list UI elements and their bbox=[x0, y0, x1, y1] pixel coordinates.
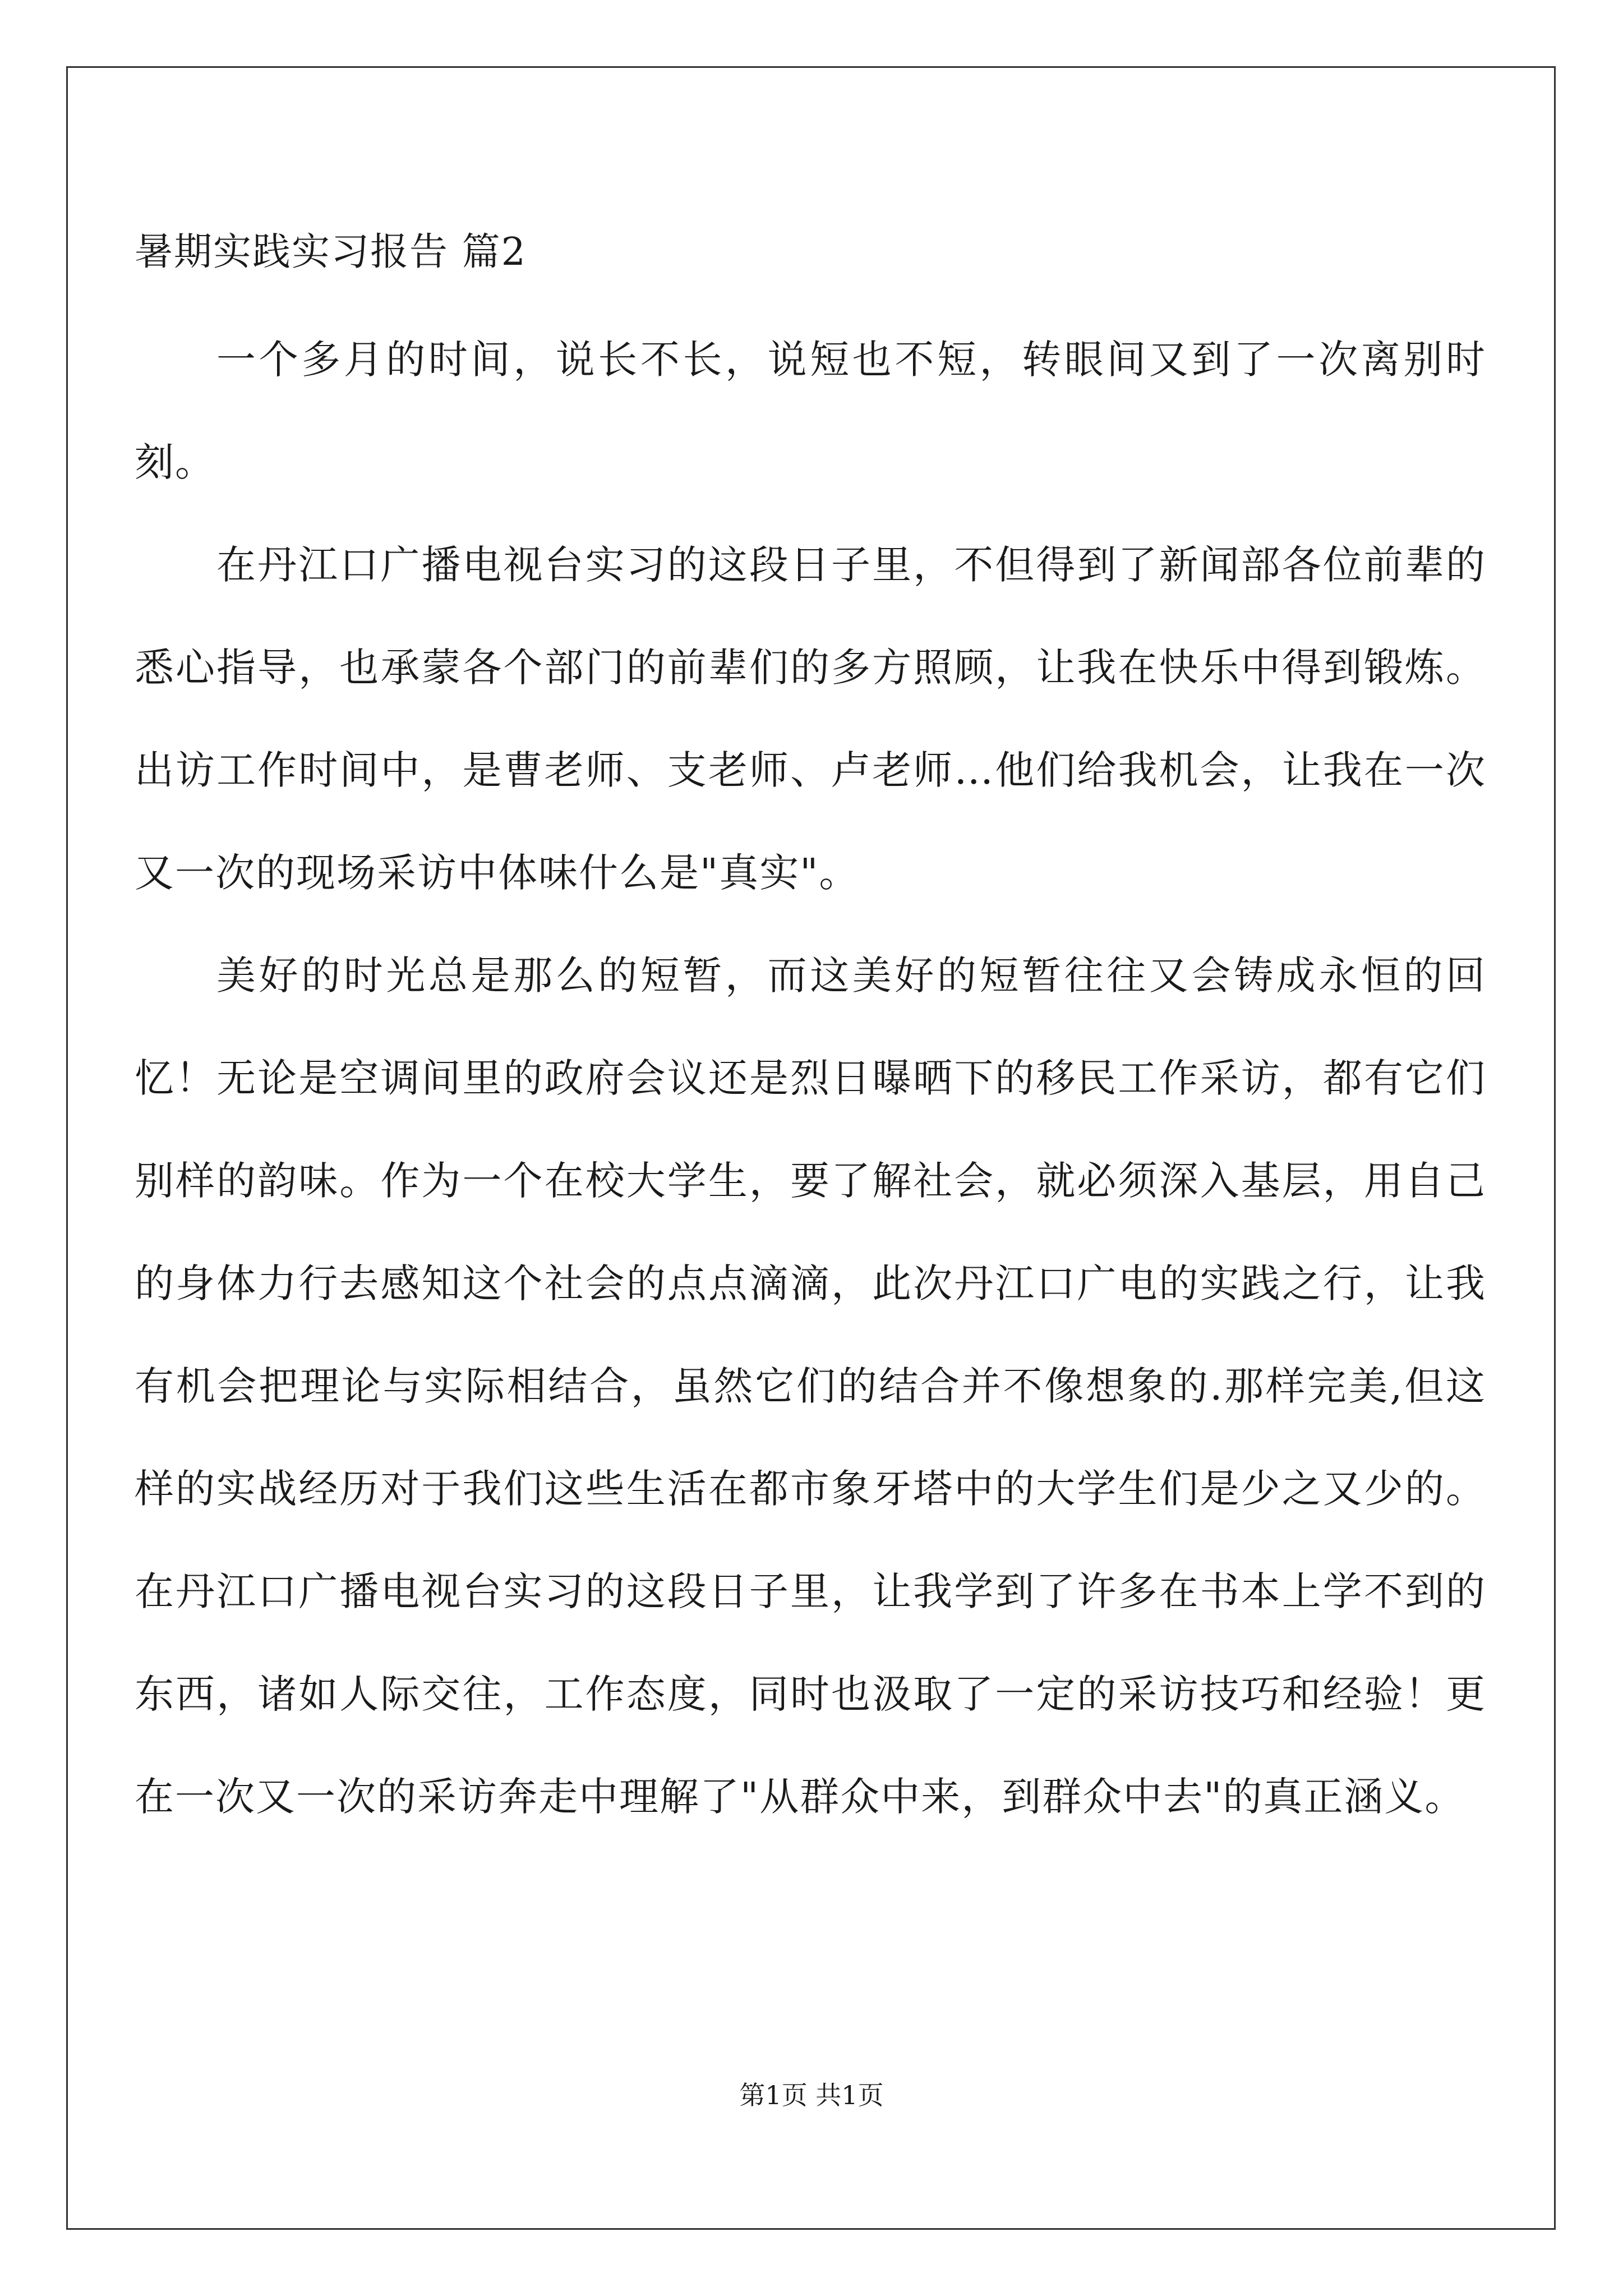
document-body bbox=[135, 224, 1486, 1848]
paragraph-1: 一个多月的时间，说长不长，说短也不短，转眼间又到了一次离别时刻。 bbox=[135, 337, 1486, 485]
paragraph-3: 美好的时光总是那么的短暂，而这美好的短暂往往又会铸成永恒的回忆！无论是空调间里的政府会议还是烈日曝晒下的移民工作采访，都有它们别样的韵味。作为一个在校大学生，要了解社会，就必须深入基层，用自己的身体力行去感知这个社会的点点滴滴，此次丹江口广电的实践之行，让我有机会把理论与实际相结合，虽然它们的结合并不像想象的.那样完美,但这样的实战经历对于我们这些生活在都市象牙塔中的大学生们是少之又少的。在丹江口广播电视台实习的这段日子里，让我学到了许多在书本上学不到的东西，诸如人际交往，工作态度，同时也汲取了一定的采访技巧和经验！更在一次又一次的采访奔走中理解了"从群众中来，到群众中去"的真正涵义。 bbox=[135, 953, 1486, 1820]
page-footer: 第1页 共1页 bbox=[739, 2080, 884, 2110]
paragraph-2: 在丹江口广播电视台实习的这段日子里，不但得到了新闻部各位前辈的悉心指导，也承蒙各个部门的前辈们的多方照顾，让我在快乐中得到锻炼。出访工作时间中，是曹老师、支老师、卢老师…他们给我机会，让我在一次又一次的现场采访中体味什么是"真实"。 bbox=[135, 542, 1486, 896]
document-title: 暑期实践实习报告 篇2 bbox=[135, 230, 527, 274]
